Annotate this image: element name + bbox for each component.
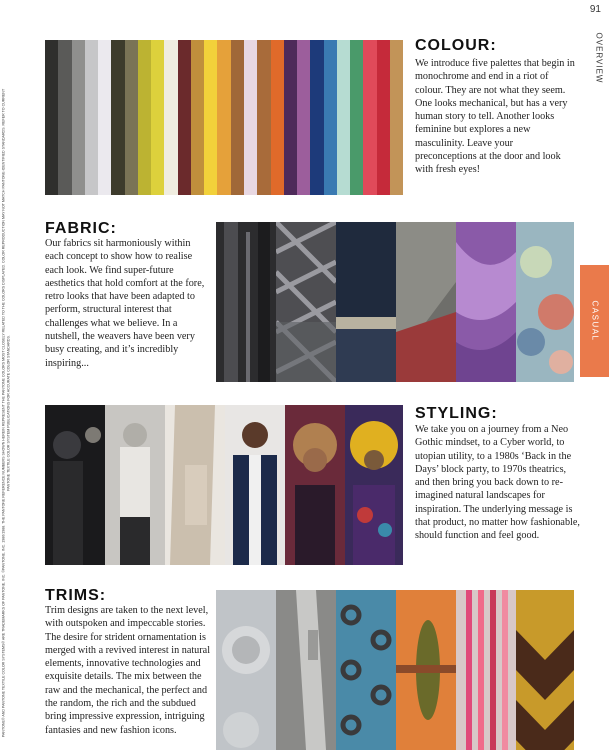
trim-photo-beads xyxy=(516,590,574,750)
styling-image-strip xyxy=(45,405,403,565)
colour-swatch xyxy=(284,40,297,195)
colour-swatch xyxy=(178,40,191,195)
fabric-heading: FABRIC: xyxy=(45,220,117,237)
colour-swatch xyxy=(350,40,363,195)
colour-swatch xyxy=(257,40,270,195)
colour-heading: COLOUR: xyxy=(415,37,497,54)
fabric-swatch-dark-quilt xyxy=(216,222,276,382)
styling-body: We take you on a journey from a Neo Gothic mindset, to a Cyber world, to utopian utility, to a 1980s ‘Back in the Days’ block party, to 1970s theatrics, and then bring you back down to re-imagined natural landscapes for inspiration. The underlying message is that product, no matter how fashionable, should function and feel good. xyxy=(415,424,580,542)
casual-section-tab[interactable]: CASUAL xyxy=(580,265,609,377)
colour-swatch xyxy=(204,40,217,195)
colour-swatch xyxy=(191,40,204,195)
styling-photo-block-party xyxy=(225,405,285,565)
fabric-swatch-denim xyxy=(336,222,396,382)
colour-swatch xyxy=(297,40,310,195)
fabric-swatch-floral-print xyxy=(516,222,574,382)
styling-photo-utility xyxy=(165,405,225,565)
colour-swatch xyxy=(377,40,390,195)
styling-photo-cyber xyxy=(105,405,165,565)
colour-swatch xyxy=(45,40,58,195)
trim-photo-toggle xyxy=(396,590,456,750)
colour-swatch xyxy=(337,40,350,195)
fabric-swatch-grid-mesh xyxy=(276,222,336,382)
colour-swatch xyxy=(125,40,138,195)
trim-photo-zipper xyxy=(276,590,336,750)
colour-swatch xyxy=(111,40,124,195)
trims-body: Trim designs are taken to the next level, with outspoken and impeccable stories. The desire for strident ornamentation is merged with a revived interest in natural elements, innovative technologies and exquisite details. The mix between the raw and the mechanical, the perfect and the random, the rich and the subdued bring impressive expression, intriguing fantasies and new fashion icons. xyxy=(45,605,211,736)
colour-swatch xyxy=(217,40,230,195)
colour-swatch xyxy=(363,40,376,195)
fabric-swatch-purple-silk xyxy=(456,222,516,382)
colour-swatch xyxy=(271,40,284,195)
trim-photo-eyelets xyxy=(336,590,396,750)
colour-swatch xyxy=(164,40,177,195)
colour-body: We introduce five palettes that begin in monochrome and end in a riot of colour. They are not what they seem. One looks mechanical, but has a very human story to tell. Another looks feminine but explores a new masculinity. Leave your preconceptions at the door and look with fresh eyes! xyxy=(415,58,575,176)
colour-swatch xyxy=(72,40,85,195)
trims-image-strip xyxy=(216,590,574,750)
fabric-swatch-grey-satin xyxy=(396,222,456,382)
colour-swatch xyxy=(310,40,323,195)
colour-swatch xyxy=(151,40,164,195)
fabric-body: Our fabrics sit harmoniously within each concept to show how to realise each look. We find super-future aesthetics that hold comfort at the fore, retro looks that have been adapted to perform, structural interest that challenges what we believe. In a nutshell, the weavers have been very busy creating, and it’s incredibly inspiring... xyxy=(45,238,205,369)
trim-photo-lion-button xyxy=(216,590,276,750)
colour-swatch xyxy=(58,40,71,195)
fabric-image-strip xyxy=(216,222,574,382)
styling-photo-theatrics xyxy=(285,405,345,565)
colour-swatch xyxy=(244,40,257,195)
styling-heading: STYLING: xyxy=(415,405,498,422)
colour-swatch xyxy=(231,40,244,195)
styling-photo-natural xyxy=(345,405,403,565)
section-label-overview: OVERVIEW xyxy=(594,32,604,84)
colour-swatch xyxy=(390,40,403,195)
colour-swatch xyxy=(98,40,111,195)
colour-swatch xyxy=(324,40,337,195)
trims-heading: TRIMS: xyxy=(45,587,107,604)
styling-photo-gothic xyxy=(45,405,105,565)
colour-swatch xyxy=(138,40,151,195)
trim-photo-fringe xyxy=(456,590,516,750)
colour-swatch xyxy=(85,40,98,195)
pantone-disclaimer: PANTONE® AND PANTONE TEXTILE COLOR SYSTEMS® ARE TRADEMARKS OF PANTONE, INC. ©PANTONE, INC. 1986/1988. THE PANTONE REFERENCE NUMBERS SHOWN HEREIN REPRESENT THE PANTONE COLORS MOST CLOSELY RELATED TO THE COLORS DISPLAYED. COLOR REPRODUCTION MAY NOT MATCH PANTONE-IDENTIFIED STANDARDS. REFER TO CURRENT PANTONE TEXTILE COLOR SYSTEM PUBLICATIONS FOR ACCURATE COLOR STANDARDS. xyxy=(1,88,10,737)
colour-palette xyxy=(45,40,403,195)
page-number: 91 xyxy=(589,4,601,15)
